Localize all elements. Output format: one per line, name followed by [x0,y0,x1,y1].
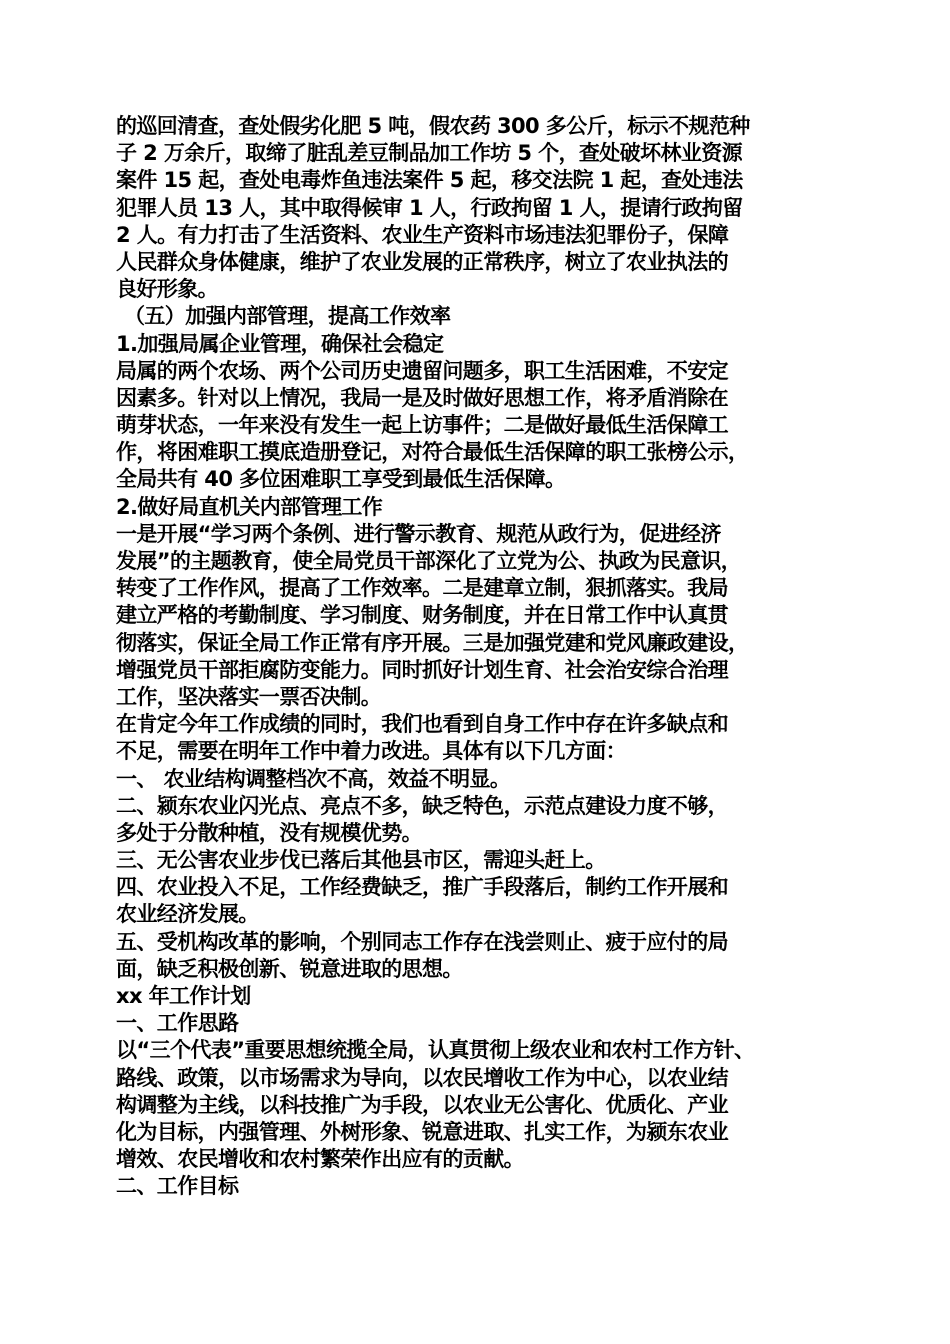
text-line: 彻落实，保证全局工作正常有序开展。三是加强党建和党风廉政建设， [116,630,749,655]
list-item: 二、颍东农业闪光点、亮点不多，缺乏特色，示范点建设力度不够， [116,793,728,818]
text-line: 人民群众身体健康，维护了农业发展的正常秩序，树立了农业执法的 [116,249,728,274]
subsection-heading: 二、工作目标 [116,1174,239,1199]
list-item: 五、受机构改革的影响，个别同志工作存在浅尝则止、疲于应付的局 [116,929,728,954]
subsection-heading: 2.做好局直机关内部管理工作 [116,494,383,519]
text-line: 的巡回清查，查处假劣化肥 5 吨，假农药 300 多公斤，标示不规范种 [116,114,750,138]
subsection-heading: 1.加强局属企业管理，确保社会稳定 [116,331,444,356]
text-line: 增效、农民增收和农村繁荣作出应有的贡献。 [116,1147,524,1172]
text-line: 建立严格的考勤制度、学习制度、财务制度，并在日常工作中认真贯 [116,603,728,628]
text-line: 案件 15 起，查处电毒炸鱼违法案件 5 起，移交法院 1 起，查处违法 [116,168,743,193]
list-item: 四、农业投入不足，工作经费缺乏，推广手段落后，制约工作开展和 [116,875,728,900]
text-line: 子 2 万余斤，取缔了脏乱差豆制品加工作坊 5 个，查处破坏林业资源 [116,141,743,166]
text-line: 不足，需要在明年工作中着力改进。具体有以下几方面： [116,739,626,764]
list-item: 三、无公害农业步伐已落后其他县市区，需迎头赶上。 [116,848,606,873]
text-line: 在肯定今年工作成绩的同时，我们也看到自身工作中存在许多缺点和 [116,712,728,737]
text-line: 作，将困难职工摸底造册登记，对符合最低生活保障的职工张榜公示， [116,440,749,465]
text-line: 局属的两个农场、两个公司历史遗留问题多，职工生活困难，不安定 [116,358,728,383]
text-line: 面，缺乏积极创新、锐意进取的思想。 [116,956,463,981]
text-line: 转变了工作作风，提高了工作效率。二是建章立制，狠抓落实。我局 [116,576,728,601]
text-line: 因素多。针对以上情况，我局一是及时做好思想工作，将矛盾消除在 [116,385,728,410]
text-line: 萌芽状态，一年来没有发生一起上访事件；二是做好最低生活保障工 [116,413,728,438]
subsection-heading: 一、工作思路 [116,1011,239,1036]
text-line: 工作，坚决落实一票否决制。 [116,684,382,709]
text-line: 全局共有 40 多位困难职工享受到最低生活保障。 [116,467,566,492]
text-line: 农业经济发展。 [116,902,259,927]
text-line: 良好形象。 [116,277,218,302]
text-line: 化为目标，内强管理、外树形象、锐意进取、扎实工作，为颍东农业 [116,1119,728,1144]
text-line: 以“三个代表”重要思想统揽全局，认真贯彻上级农业和农村工作方针、 [116,1038,755,1063]
text-line: 路线、政策，以市场需求为导向，以农民增收工作为中心，以农业结 [116,1065,728,1090]
text-line: 发展”的主题教育，使全局党员干部深化了立党为公、执政为民意识， [116,549,742,573]
section-heading: xx 年工作计划 [116,984,251,1008]
text-line: 多处于分散种植，没有规模优势。 [116,820,422,845]
document-body [116,113,844,1201]
list-item: 一、 农业结构调整档次不高，效益不明显。 [116,766,511,791]
text-line: 犯罪人员 13 人，其中取得候审 1 人，行政拘留 1 人，提请行政拘留 [116,195,743,220]
text-line: 一是开展“学习两个条例、进行警示教育、规范从政行为，促进经济 [116,521,721,546]
text-line: 增强党员干部拒腐防变能力。同时抓好计划生育、社会治安综合治理 [116,657,728,682]
text-line: 2 人。有力打击了生活资料、农业生产资料市场违法犯罪份子，保障 [116,222,729,247]
text-line: 构调整为主线，以科技推广为手段，以农业无公害化、优质化、产业 [116,1092,728,1117]
section-heading: （五）加强内部管理，提高工作效率 [124,304,451,329]
